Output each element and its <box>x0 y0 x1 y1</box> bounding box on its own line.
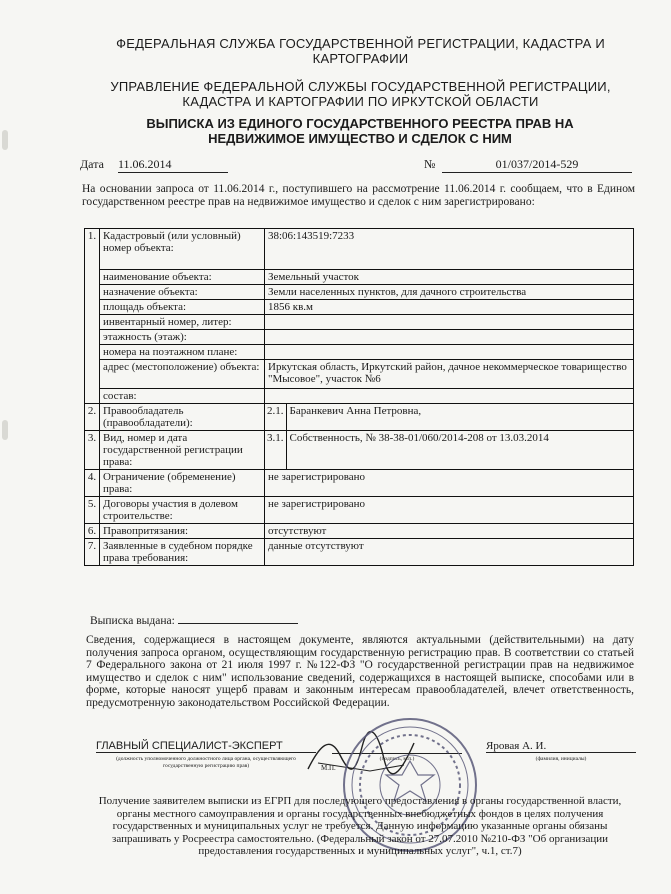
row-number: 1. <box>85 229 100 404</box>
purpose-value: Земли населенных пунктов, для дачного строительства <box>265 285 634 300</box>
cadastral-label: Кадастровый (или условный) номер объекта: <box>100 229 265 270</box>
right-value: Собственность, № 38-38-01/060/2014-208 от 13.03.2014 <box>286 431 634 470</box>
registry-table <box>84 228 634 566</box>
official-position: ГЛАВНЫЙ СПЕЦИАЛИСТ-ЭКСПЕРТ <box>96 740 316 753</box>
composition-value <box>265 389 634 404</box>
number-label: № <box>424 157 436 171</box>
table-row <box>85 229 634 270</box>
department-heading: УПРАВЛЕНИЕ ФЕДЕРАЛЬНОЙ СЛУЖБЫ ГОСУДАРСТВЕННОЙ РЕГИСТРАЦИИ, КАДАСТРА И КАРТОГРАФИИ ПО ИРКУТСКОЙ ОБЛАСТИ <box>110 79 611 109</box>
table-row <box>85 360 634 389</box>
table-row <box>85 497 634 524</box>
punch-hole <box>2 420 8 440</box>
table-row <box>85 539 634 566</box>
holder-label: Правообладатель (правообладатели): <box>100 404 265 431</box>
punch-hole <box>2 130 8 150</box>
right-label: Вид, номер и дата государственной регистрации права: <box>100 431 265 470</box>
holder-value: Баранкевич Анна Петровна, <box>286 404 634 431</box>
table-row <box>85 330 634 345</box>
area-label: площадь объекта: <box>100 300 265 315</box>
composition-label: состав: <box>100 389 265 404</box>
document-title: ВЫПИСКА ИЗ ЕДИНОГО ГОСУДАРСТВЕННОГО РЕЕСТРА ПРАВ НА НЕДВИЖИМОЕ ИМУЩЕСТВО И СДЕЛОК С НИМ <box>146 116 574 146</box>
position-hint: (должность уполномоченного должностного лица органа, осуществляющего государственную регистрацию прав) <box>116 756 296 769</box>
table-row <box>85 270 634 285</box>
row-number: 3. <box>85 431 100 470</box>
intro-paragraph: На основании запроса от 11.06.2014 г., поступившего на рассмотрение 11.06.2014 г. сообщаем, что в Едином государственном реестре прав на недвижимое имущество и сделок с ним зарегистрировано: <box>82 183 635 208</box>
object-name-value: Земельный участок <box>265 270 634 285</box>
table-row <box>85 285 634 300</box>
object-name-label: наименование объекта: <box>100 270 265 285</box>
table-row <box>85 470 634 497</box>
extract-issued-label: Выписка выдана: <box>90 615 175 627</box>
date-number-line <box>80 157 635 175</box>
floors-value <box>265 330 634 345</box>
row-number: 5. <box>85 497 100 524</box>
official-name: Яровая А. И. <box>486 740 636 753</box>
table-row <box>85 345 634 360</box>
claims-value: отсутствуют <box>265 524 634 539</box>
table-row <box>85 315 634 330</box>
cadastral-value: 38:06:143519:7233 <box>265 229 634 270</box>
row-number: 2. <box>85 404 100 431</box>
seal-place-label: М.П. <box>321 764 336 772</box>
date-value: 11.06.2014 <box>118 157 228 173</box>
table-row <box>85 300 634 315</box>
disputes-label: Заявленные в судебном порядке права требования: <box>100 539 265 566</box>
number-value: 01/037/2014-529 <box>442 157 632 173</box>
row-number: 7. <box>85 539 100 566</box>
extract-issued-line <box>90 613 298 627</box>
footer-note: Получение заявителем выписки из ЕГРП для последующего предоставления в органы государственной власти, органы местного самоуправления и органы государственных внебюджетных фондов в целях получения государственных и муниципальных услуг не требуется. Данную информацию указанные органы обязаны запрашивать у Росреестра самостоятельно. (Федеральный закон от 27.07.2010 №210-ФЗ "Об организации предоставления государственных и муниципальных услуг", ч.1, ст.7) <box>98 795 622 857</box>
floors-label: этажность (этаж): <box>100 330 265 345</box>
right-subnumber: 3.1. <box>265 431 287 470</box>
table-row <box>85 404 634 431</box>
row-number: 4. <box>85 470 100 497</box>
date-label: Дата <box>80 157 104 171</box>
contracts-value: не зарегистрировано <box>265 497 634 524</box>
encumbrance-value: не зарегистрировано <box>265 470 634 497</box>
row-number: 6. <box>85 524 100 539</box>
address-value: Иркутская область, Иркутский район, дачное некоммерческое товарищество "Мысовое", участок №6 <box>265 360 634 389</box>
agency-heading: ФЕДЕРАЛЬНАЯ СЛУЖБА ГОСУДАРСТВЕННОЙ РЕГИСТРАЦИИ, КАДАСТРА И КАРТОГРАФИИ <box>116 36 605 66</box>
inventory-value <box>265 315 634 330</box>
legal-notice: Сведения, содержащиеся в настоящем документе, являются актуальными (действительными) на дату получения запроса органом, осуществляющим государственную регистрацию прав. В соответствии со статьей 7 Федерального закона от 21 июля 1997 г. №122-ФЗ "О государственной регистрации прав на недвижимое имущество и сделок с ним" использование сведений, содержащихся в настоящей выписке, способами или в форме, которые наносят ущерб правам и законным интересам правообладателей, влечет ответственность, предусмотренную законодательством Российской Федерации. <box>86 634 634 709</box>
table-row <box>85 524 634 539</box>
encumbrance-label: Ограничение (обременение) права: <box>100 470 265 497</box>
inventory-label: инвентарный номер, литер: <box>100 315 265 330</box>
claims-label: Правопритязания: <box>100 524 265 539</box>
disputes-value: данные отсутствуют <box>265 539 634 566</box>
floor-plan-label: номера на поэтажном плане: <box>100 345 265 360</box>
contracts-label: Договоры участия в долевом строительстве: <box>100 497 265 524</box>
holder-subnumber: 2.1. <box>265 404 287 431</box>
floor-plan-value <box>265 345 634 360</box>
extract-issued-blank <box>178 613 298 624</box>
signature-hint: (подпись, м.п.) <box>379 756 415 762</box>
table-row <box>85 431 634 470</box>
name-hint: (фамилия, инициалы) <box>535 756 587 762</box>
table-row <box>85 389 634 404</box>
purpose-label: назначение объекта: <box>100 285 265 300</box>
area-value: 1856 кв.м <box>265 300 634 315</box>
address-label: адрес (местоположение) объекта: <box>100 360 265 389</box>
